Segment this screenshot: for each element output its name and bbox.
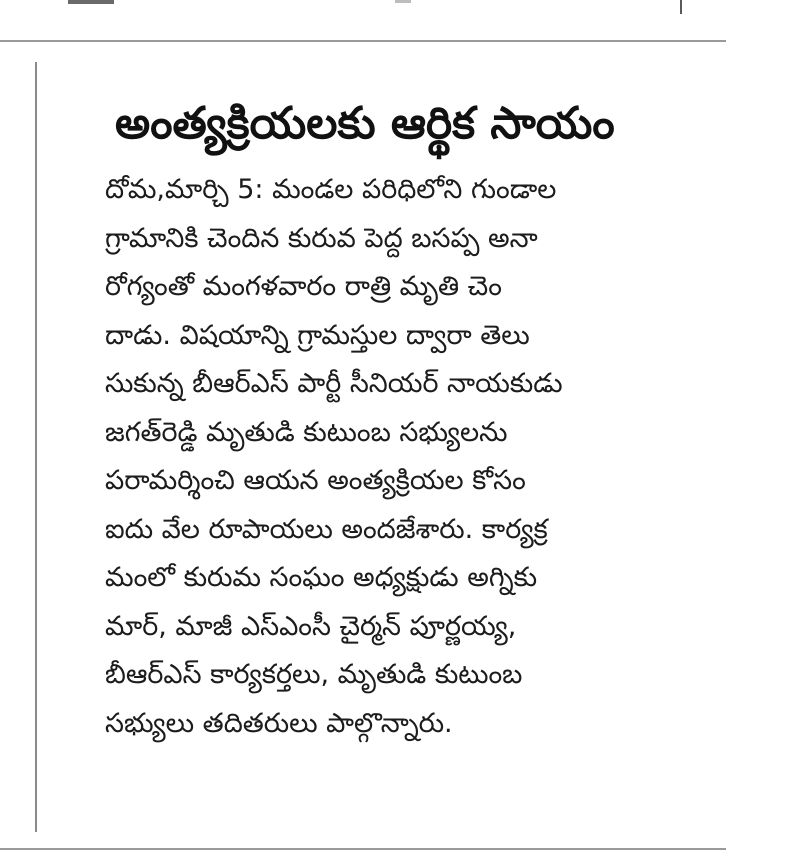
article-headline: అంత్యక్రియలకు ఆర్థిక సాయం — [115, 98, 615, 149]
column-divider-top — [680, 0, 682, 14]
article-body-line: పరామర్శించి ఆయన అంత్యక్రియల కోసం — [105, 465, 526, 496]
article-body-line: బీఆర్‌ఎస్ కార్యకర్తలు, మృతుడి కుటుంబ — [105, 659, 523, 690]
previous-article-text-fragment-small — [395, 0, 411, 3]
article-body-line: గ్రామానికి చెందిన కురువ పెద్ద బసప్ప అనా — [105, 222, 538, 254]
previous-article-text-fragment — [68, 0, 114, 4]
article-body-line: దాడు. విషయాన్ని గ్రామస్తుల ద్వారా తెలు — [105, 319, 530, 351]
article-body-line: మార్, మాజీ ఎస్‌ఎంసీ చైర్మన్ పూర్ణయ్య, — [105, 610, 517, 642]
news-article — [105, 86, 725, 748]
article-body-line: సుకున్న బీఆర్‌ఎస్ పార్టీ సీనియర్ నాయకుడు — [105, 368, 563, 399]
article-body-line: దోమ,మార్చి 5: మండల పరిధిలోని గుండాల — [105, 174, 557, 205]
article-body-line: ఐదు వేల రూపాయలు అందజేశారు. కార్యక్ర — [105, 513, 548, 545]
bottom-separator-rule — [0, 848, 726, 850]
top-separator-rule — [0, 40, 726, 42]
article-body-line: మంలో కురుమ సంఘం అధ్యక్షుడు అగ్నికు — [105, 562, 538, 593]
article-body-line: సభ్యులు తదితరులు పాల్గొన్నారు. — [105, 707, 453, 739]
article-body-line: రోగ్యంతో మంగళవారం రాత్రి మృతి చెం — [105, 271, 502, 302]
left-column-rule — [35, 62, 37, 832]
article-body-line: జగత్‌రెడ్డి మృతుడి కుటుంబ సభ్యులను — [105, 416, 508, 448]
article-body — [105, 166, 725, 748]
